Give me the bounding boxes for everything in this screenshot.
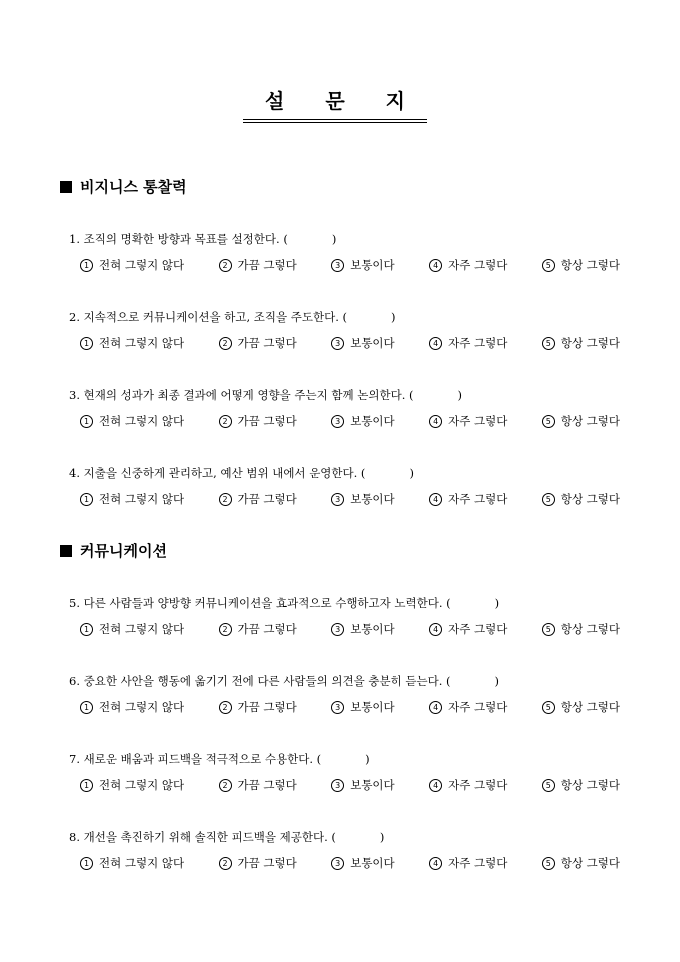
question-number: 7. — [69, 752, 80, 766]
option-label: 보통이다 — [350, 258, 395, 272]
option-label: 전혀 그렇지 않다 — [99, 622, 185, 636]
circled-number-icon: 2 — [219, 415, 232, 428]
options-row-6 — [80, 700, 620, 714]
square-bullet-icon — [60, 545, 72, 557]
circled-number-icon: 5 — [542, 857, 555, 870]
question-text: 새로운 배움과 피드백을 적극적으로 수용한다. ( — [83, 752, 322, 766]
option-4[interactable] — [429, 492, 507, 506]
option-4[interactable] — [429, 622, 507, 636]
option-4[interactable] — [429, 414, 507, 428]
title-underline-2 — [243, 122, 427, 123]
question-close: ) — [457, 388, 463, 402]
circled-number-icon: 1 — [80, 857, 93, 870]
question-3 — [69, 388, 462, 402]
circled-number-icon: 5 — [542, 415, 555, 428]
options-row-1 — [80, 258, 620, 272]
question-number: 2. — [69, 310, 80, 324]
option-label: 자주 그렇다 — [448, 700, 508, 714]
question-number: 8. — [69, 830, 80, 844]
option-3[interactable] — [331, 492, 394, 506]
option-label: 가끔 그렇다 — [237, 622, 297, 636]
option-3[interactable] — [331, 414, 394, 428]
section-title: 커뮤니케이션 — [80, 542, 167, 560]
question-close: ) — [494, 596, 500, 610]
option-1[interactable] — [80, 700, 184, 714]
question-1 — [69, 232, 336, 246]
option-5[interactable] — [542, 258, 620, 272]
circled-number-icon: 5 — [542, 493, 555, 506]
option-3[interactable] — [331, 778, 394, 792]
question-5 — [69, 596, 499, 610]
circled-number-icon: 5 — [542, 779, 555, 792]
option-1[interactable] — [80, 414, 184, 428]
circled-number-icon: 1 — [80, 701, 93, 714]
section-header-business — [60, 178, 187, 196]
circled-number-icon: 3 — [331, 415, 344, 428]
section-title: 비지니스 통찰력 — [80, 178, 187, 196]
option-label: 보통이다 — [350, 778, 395, 792]
circled-number-icon: 1 — [80, 623, 93, 636]
circled-number-icon: 4 — [429, 857, 442, 870]
option-4[interactable] — [429, 258, 507, 272]
option-label: 보통이다 — [350, 414, 395, 428]
option-2[interactable] — [219, 336, 297, 350]
question-text: 지출을 신중하게 관리하고, 예산 범위 내에서 운영한다. ( — [83, 466, 366, 480]
circled-number-icon: 3 — [331, 259, 344, 272]
option-label: 전혀 그렇지 않다 — [99, 258, 185, 272]
question-2 — [69, 310, 396, 324]
option-2[interactable] — [219, 700, 297, 714]
circled-number-icon: 5 — [542, 701, 555, 714]
circled-number-icon: 2 — [219, 493, 232, 506]
option-label: 가끔 그렇다 — [237, 336, 297, 350]
circled-number-icon: 5 — [542, 337, 555, 350]
option-4[interactable] — [429, 856, 507, 870]
option-label: 전혀 그렇지 않다 — [99, 700, 185, 714]
title-char-2: 문 — [325, 89, 345, 113]
question-close: ) — [331, 232, 337, 246]
page-title — [243, 88, 427, 123]
title-char-3: 지 — [385, 89, 405, 113]
section-header-communication — [60, 542, 167, 560]
option-label: 전혀 그렇지 않다 — [99, 492, 185, 506]
option-3[interactable] — [331, 622, 394, 636]
options-row-7 — [80, 778, 620, 792]
circled-number-icon: 2 — [219, 259, 232, 272]
circled-number-icon: 2 — [219, 701, 232, 714]
question-text: 조직의 명확한 방향과 목표를 설정한다. ( — [83, 232, 288, 246]
options-row-5 — [80, 622, 620, 636]
circled-number-icon: 4 — [429, 493, 442, 506]
option-label: 자주 그렇다 — [448, 778, 508, 792]
question-number: 6. — [69, 674, 80, 688]
option-label: 보통이다 — [350, 622, 395, 636]
question-close: ) — [409, 466, 414, 480]
option-label: 자주 그렇다 — [448, 336, 508, 350]
question-7 — [69, 752, 370, 766]
question-text: 다른 사람들과 양방향 커뮤니케이션을 효과적으로 수행하고자 노력한다. ( — [83, 596, 451, 610]
option-2[interactable] — [219, 414, 297, 428]
option-label: 전혀 그렇지 않다 — [99, 856, 185, 870]
option-4[interactable] — [429, 700, 507, 714]
option-label: 가끔 그렇다 — [237, 778, 297, 792]
circled-number-icon: 4 — [429, 415, 442, 428]
circled-number-icon: 1 — [80, 779, 93, 792]
circled-number-icon: 2 — [219, 623, 232, 636]
option-3[interactable] — [331, 700, 394, 714]
options-row-3 — [80, 414, 620, 428]
circled-number-icon: 3 — [331, 337, 344, 350]
option-label: 보통이다 — [350, 700, 395, 714]
question-number: 1. — [69, 232, 80, 246]
circled-number-icon: 2 — [219, 779, 232, 792]
option-label: 가끔 그렇다 — [237, 414, 297, 428]
circled-number-icon: 2 — [219, 857, 232, 870]
circled-number-icon: 1 — [80, 493, 93, 506]
question-close: ) — [365, 752, 370, 766]
option-1[interactable] — [80, 258, 184, 272]
circled-number-icon: 3 — [331, 701, 344, 714]
circled-number-icon: 3 — [331, 857, 344, 870]
square-bullet-icon — [60, 181, 72, 193]
circled-number-icon: 4 — [429, 779, 442, 792]
option-4[interactable] — [429, 778, 507, 792]
circled-number-icon: 3 — [331, 623, 344, 636]
option-label: 자주 그렇다 — [448, 856, 508, 870]
circled-number-icon: 4 — [429, 701, 442, 714]
option-label: 항상 그렇다 — [560, 700, 620, 714]
question-text: 개선을 촉진하기 위해 솔직한 피드백을 제공한다. ( — [83, 830, 336, 844]
option-2[interactable] — [219, 778, 297, 792]
option-5[interactable] — [542, 414, 620, 428]
option-label: 항상 그렇다 — [560, 622, 620, 636]
option-5[interactable] — [542, 700, 620, 714]
question-number: 3. — [69, 388, 80, 402]
question-close: ) — [391, 310, 396, 324]
option-label: 항상 그렇다 — [560, 492, 620, 506]
circled-number-icon: 1 — [80, 259, 93, 272]
circled-number-icon: 1 — [80, 415, 93, 428]
option-label: 전혀 그렇지 않다 — [99, 778, 185, 792]
option-label: 자주 그렇다 — [448, 258, 508, 272]
option-label: 항상 그렇다 — [560, 414, 620, 428]
option-label: 보통이다 — [350, 492, 395, 506]
option-label: 항상 그렇다 — [560, 856, 620, 870]
option-5[interactable] — [542, 492, 620, 506]
question-text: 지속적으로 커뮤니케이션을 하고, 조직을 주도한다. ( — [83, 310, 348, 324]
circled-number-icon: 5 — [542, 259, 555, 272]
option-label: 전혀 그렇지 않다 — [99, 336, 185, 350]
title-char-1: 설 — [265, 89, 285, 113]
question-4 — [69, 466, 414, 480]
option-3[interactable] — [331, 856, 394, 870]
option-label: 항상 그렇다 — [560, 336, 620, 350]
option-1[interactable] — [80, 336, 184, 350]
question-number: 5. — [69, 596, 80, 610]
option-label: 자주 그렇다 — [448, 622, 508, 636]
option-label: 가끔 그렇다 — [237, 856, 297, 870]
option-label: 보통이다 — [350, 336, 395, 350]
option-2[interactable] — [219, 622, 297, 636]
option-label: 자주 그렇다 — [448, 414, 508, 428]
option-1[interactable] — [80, 492, 184, 506]
option-5[interactable] — [542, 336, 620, 350]
option-3[interactable] — [331, 258, 394, 272]
option-2[interactable] — [219, 856, 297, 870]
circled-number-icon: 4 — [429, 623, 442, 636]
circled-number-icon: 3 — [331, 779, 344, 792]
options-row-8 — [80, 856, 620, 870]
option-5[interactable] — [542, 778, 620, 792]
option-label: 가끔 그렇다 — [237, 700, 297, 714]
option-1[interactable] — [80, 778, 184, 792]
question-number: 4. — [69, 466, 80, 480]
option-2[interactable] — [219, 258, 297, 272]
option-4[interactable] — [429, 336, 507, 350]
option-label: 자주 그렇다 — [448, 492, 508, 506]
question-close: ) — [494, 674, 499, 688]
circled-number-icon: 4 — [429, 259, 442, 272]
question-close: ) — [379, 830, 385, 844]
circled-number-icon: 2 — [219, 337, 232, 350]
question-text: 현재의 성과가 최종 결과에 어떻게 영향을 주는지 함께 논의한다. ( — [83, 388, 414, 402]
option-label: 항상 그렇다 — [560, 778, 620, 792]
options-row-2 — [80, 336, 620, 350]
options-row-4 — [80, 492, 620, 506]
option-3[interactable] — [331, 336, 394, 350]
circled-number-icon: 1 — [80, 337, 93, 350]
option-label: 가끔 그렇다 — [237, 492, 297, 506]
question-text: 중요한 사안을 행동에 옮기기 전에 다른 사람들의 의견을 충분히 듣는다. ( — [83, 674, 451, 688]
question-8 — [69, 830, 384, 844]
title-underline-1 — [243, 119, 427, 120]
option-2[interactable] — [219, 492, 297, 506]
circled-number-icon: 3 — [331, 493, 344, 506]
option-label: 보통이다 — [350, 856, 395, 870]
option-5[interactable] — [542, 622, 620, 636]
option-5[interactable] — [542, 856, 620, 870]
circled-number-icon: 5 — [542, 623, 555, 636]
question-6 — [69, 674, 499, 688]
option-label: 전혀 그렇지 않다 — [99, 414, 185, 428]
option-1[interactable] — [80, 856, 184, 870]
option-1[interactable] — [80, 622, 184, 636]
option-label: 항상 그렇다 — [560, 258, 620, 272]
circled-number-icon: 4 — [429, 337, 442, 350]
option-label: 가끔 그렇다 — [237, 258, 297, 272]
